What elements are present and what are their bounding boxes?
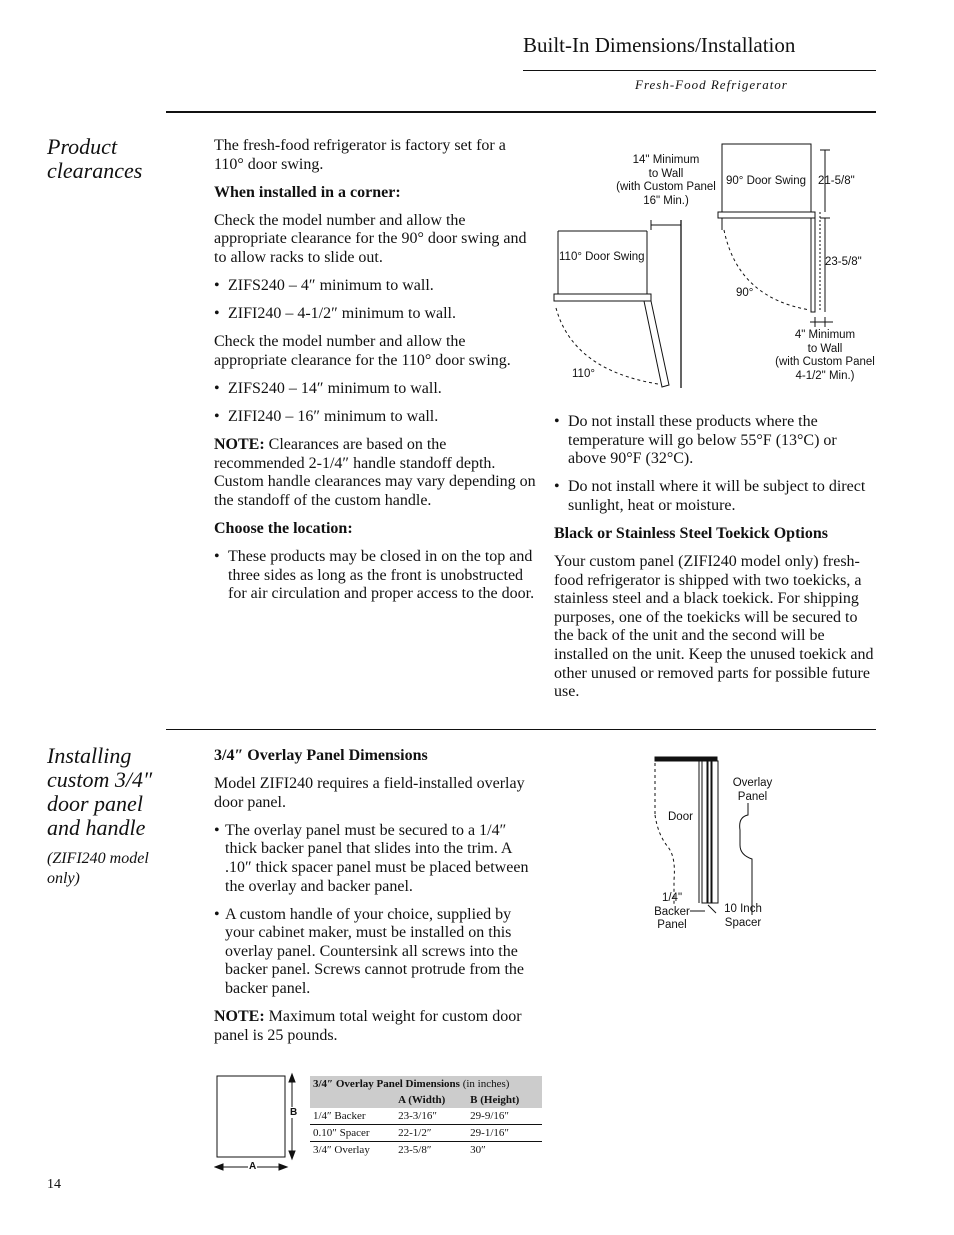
clearances-right-column [554, 413, 877, 711]
section-subtitle-line: (ZIFI240 model [47, 850, 149, 867]
label-4-minimum [771, 329, 879, 383]
diagram-label: (with Custom Panel [616, 181, 716, 193]
section-title-line: Product [47, 134, 118, 159]
label-23-5-8: 23-5/8" [825, 256, 862, 268]
overlay-heading [214, 747, 532, 766]
list-item: • The overlay panel must be secured to a 1/4″ thick backer panel that slides into the trim. A .10″ thick spacer panel must be placed between the overlay and backer panel. [214, 822, 532, 896]
diagram-label: 1/4" [661, 892, 683, 904]
diagram-label: to Wall [807, 342, 843, 355]
intro-text: The fresh-food refrigerator is factory set for a 110° door swing. [214, 137, 506, 173]
panel-dimension-diagram [214, 1072, 304, 1176]
diagram-label: Overlay [732, 777, 773, 789]
spacer-panel [708, 761, 711, 903]
page-title: Built-In Dimensions/Installation [523, 33, 796, 57]
table-header-row [310, 1092, 542, 1108]
label-b: B [290, 1107, 298, 1118]
note [214, 436, 536, 510]
label-110-door-swing: 110° Door Swing [559, 251, 645, 263]
arrowhead [215, 1164, 223, 1170]
table-row [310, 1142, 542, 1159]
list-item: • ZIFS240 – 4″ minimum to wall. [214, 277, 536, 296]
overlay-dimensions-table [310, 1076, 542, 1158]
overlay-intro: Model ZIFI240 requires a field-installed overlay door panel. [214, 775, 525, 811]
table-cell: 3/4″ Overlay [313, 1144, 370, 1156]
section-title-installing-panel [47, 744, 152, 840]
table-cell: 1/4″ Backer [313, 1110, 366, 1122]
swung-door-90 [811, 218, 815, 312]
overlay-heading-text: 3/4″ Overlay Panel Dimensions [214, 747, 428, 764]
overlay-note [214, 1008, 532, 1045]
corner-heading [214, 184, 536, 203]
toekick-heading [554, 525, 877, 544]
section-subtitle-line: only) [47, 870, 80, 887]
top-trim [655, 757, 717, 761]
diagram-label: Spacer [724, 916, 762, 929]
header-rule [523, 70, 876, 71]
table-row [310, 1108, 542, 1125]
location-heading [214, 520, 536, 539]
diagram-label: Backer [654, 905, 690, 918]
table-cell: 22-1/2″ [398, 1127, 432, 1139]
diagram-label: 14" Minimum [632, 154, 700, 166]
table-cell: 23-3/16″ [398, 1110, 437, 1122]
section-rule-top [166, 111, 876, 113]
label-14-minimum [614, 154, 718, 208]
table-title-text: 3/4″ Overlay Panel Dimensions [313, 1078, 460, 1090]
list-item: • Do not install these products where the temperature will go below 55°F (13°C) or above 90°F (32°C). [554, 413, 877, 469]
right-door-panel [718, 212, 815, 218]
arrowhead [279, 1164, 287, 1170]
list-item: • ZIFS240 – 14″ minimum to wall. [214, 380, 536, 399]
list-item: • These products may be closed in on the top and three sides as long as the front is unobstructed for air circulation and proper access to the door. [214, 548, 536, 604]
list-item: • ZIFI240 – 16″ minimum to wall. [214, 408, 536, 427]
diagram-label: Panel [657, 919, 687, 931]
section-title-line: custom 3/4″ [47, 767, 153, 792]
diagram-label: to Wall [648, 167, 684, 180]
toekick-heading-text: Black or Stainless Steel Toekick Options [554, 524, 828, 542]
dimensions-table [310, 1076, 542, 1158]
table-header: B (Height) [470, 1094, 520, 1106]
corner-text-110: Check the model number and allow the appropriate clearance for the 110° door swing. [214, 333, 511, 369]
note-label: NOTE: [214, 1008, 265, 1026]
table-title-row [310, 1076, 542, 1092]
section-title-line: and handle [47, 815, 146, 840]
label-21-5-8: 21-5/8" [818, 175, 855, 187]
section-title-line: door panel [47, 791, 143, 816]
label-spacer [722, 903, 764, 930]
panel-outline [217, 1076, 285, 1157]
handle-outline [740, 803, 752, 915]
page-number: 14 [47, 1177, 61, 1192]
table-title [310, 1076, 542, 1092]
overlay-left-column [214, 747, 532, 1055]
arrowhead [289, 1151, 295, 1159]
location-heading-text: Choose the location: [214, 520, 353, 537]
note-label: NOTE: [214, 436, 265, 454]
left-door-panel [554, 294, 651, 301]
corner-text-90: Check the model number and allow the appropriate clearance for the 90° door swing and to allow racks to slide out. [214, 211, 527, 266]
note-text: Maximum total weight for custom door panel is 25 pounds. [214, 1008, 522, 1044]
swung-door-110 [644, 301, 669, 387]
label-90-door-swing: 90° Door Swing [726, 175, 807, 187]
section-subtitle-model [47, 849, 149, 889]
list-item: • A custom handle of your choice, supplied by your cabinet maker, must be installed on this overlay panel. Countersink all screws into the backer panel. Screws cannot protrude from the backer panel. [214, 906, 532, 999]
diagram-label: Panel [737, 790, 768, 803]
clearances-left-column [214, 137, 536, 613]
label-door: Door [668, 811, 693, 823]
section-title-product-clearances [47, 135, 142, 183]
table-cell: 29-9/16″ [470, 1110, 509, 1122]
table-cell: 29-1/16″ [470, 1127, 509, 1139]
arrowhead [289, 1074, 295, 1082]
table-header: A (Width) [398, 1094, 446, 1106]
section-title-line: Installing [47, 743, 132, 768]
table-cell: 30″ [470, 1144, 486, 1156]
diagram-label: 16" Min.) [643, 194, 689, 207]
diagram-label: (with Custom Panel [775, 356, 875, 368]
table-cell: 23-5/8″ [398, 1144, 432, 1156]
label-a: A [249, 1161, 257, 1172]
table-header [310, 1092, 395, 1108]
overlay-panel [712, 761, 718, 903]
label-110-angle: 110° [572, 368, 595, 380]
label-90-angle: 90° [736, 287, 754, 299]
table-title-suffix: (in inches) [459, 1078, 510, 1090]
note-text: Clearances are based on the recommended 2-1/4″ handle standoff depth. Custom handle clearances may vary depending on the standoff of the custom handle. [214, 436, 536, 509]
table-row [310, 1125, 542, 1142]
corner-heading-text: When installed in a corner: [214, 183, 401, 201]
page-subtitle: Fresh-Food Refrigerator [635, 77, 788, 92]
label-backer-panel [652, 892, 692, 933]
list-item: • Do not install where it will be subject to direct sunlight, heat or moisture. [554, 478, 877, 515]
diagram-label: 4-1/2" Min.) [795, 369, 855, 382]
label-overlay-panel [730, 777, 775, 804]
toekick-text: Your custom panel (ZIFI240 model only) fresh-food refrigerator is shipped with two toekicks, a stainless steel and a black toekick. For shipping purposes, one of the toekicks will be secured to the back of the unit and the second will be installed on the unit. Keep the unused toekick and other unused or removed parts for possible future use. [554, 553, 874, 701]
list-item: • ZIFI240 – 4-1/2″ minimum to wall. [214, 305, 536, 324]
section-rule-middle [166, 729, 876, 730]
table-cell: 0.10″ Spacer [313, 1127, 370, 1139]
diagram-label: 4" Minimum [794, 329, 856, 341]
spacer-leader [708, 905, 716, 913]
section-title-line: clearances [47, 158, 143, 183]
diagram-label: 10 Inch [724, 903, 762, 915]
backer-panel [702, 761, 707, 903]
